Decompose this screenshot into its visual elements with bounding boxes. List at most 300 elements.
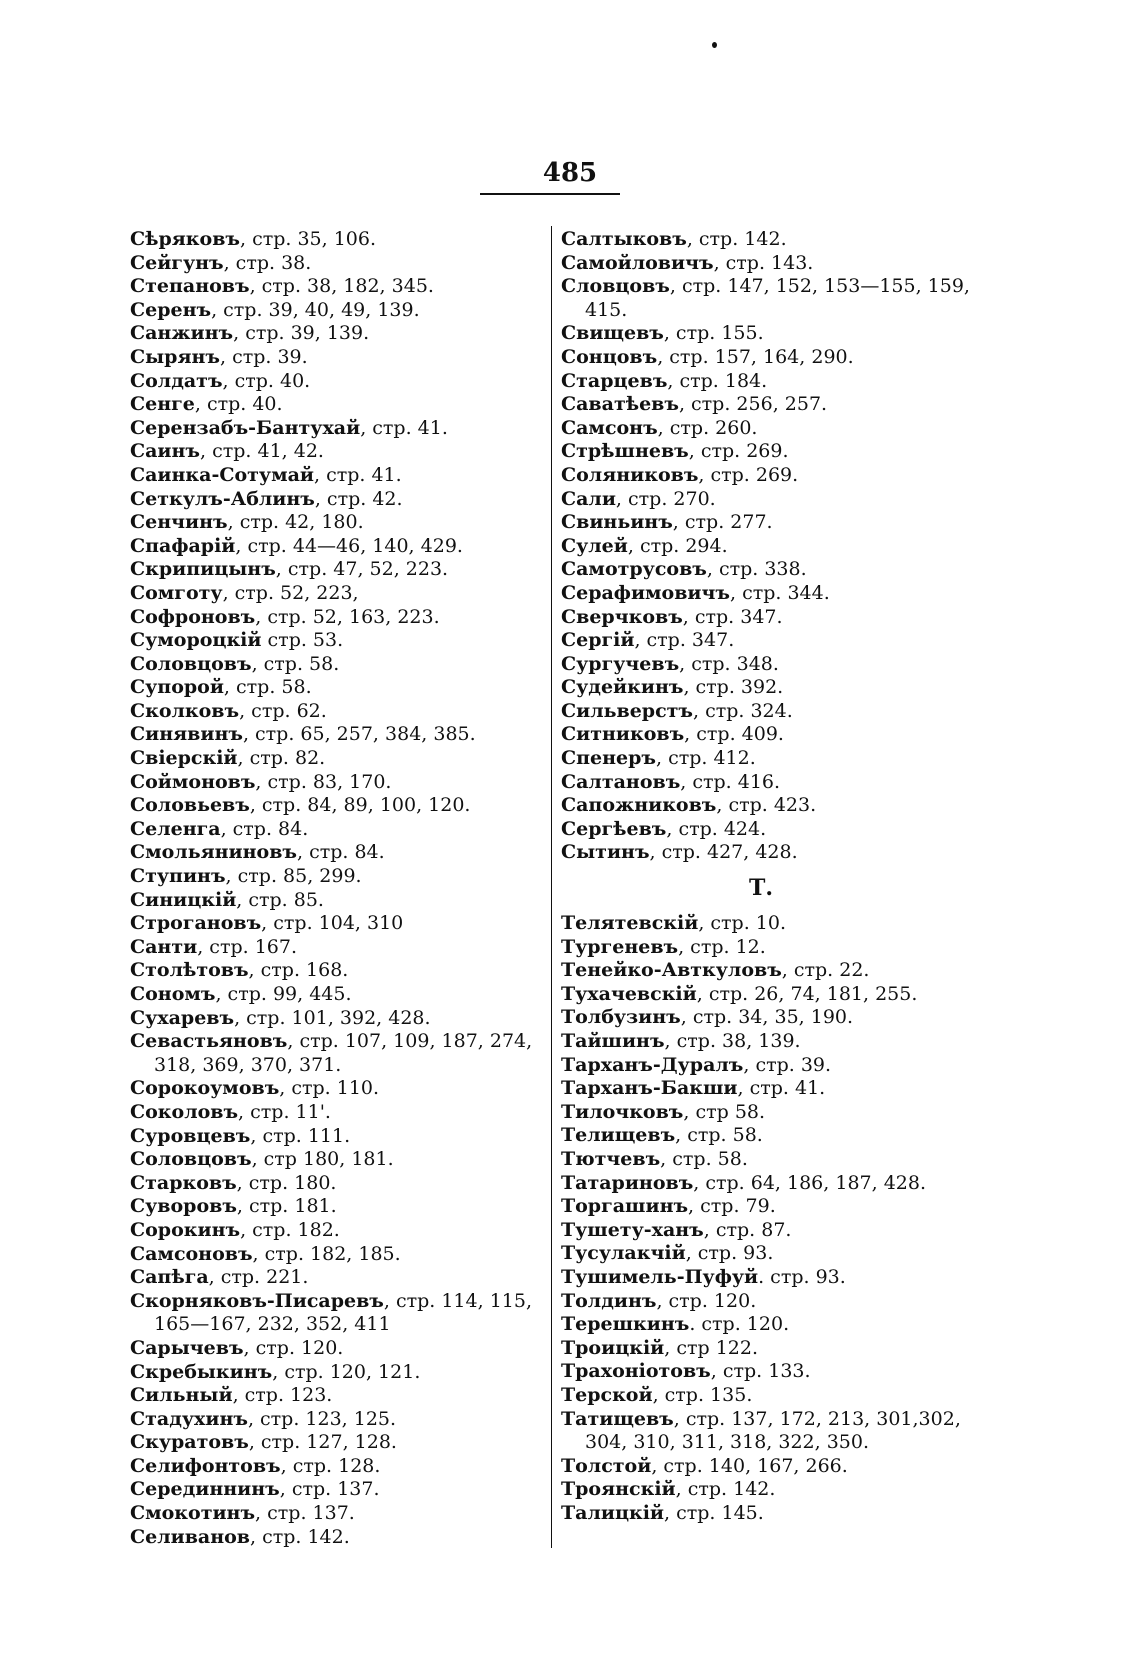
entry-name: Сырянъ — [130, 345, 220, 368]
entry-name: Суровцевъ — [130, 1124, 251, 1147]
index-entry — [561, 723, 1001, 747]
entry-page-refs: , стр. 111. — [250, 1124, 351, 1147]
entry-name: Старковъ — [130, 1171, 237, 1194]
entry-name: Тушимель-Пуфуй — [561, 1265, 759, 1288]
index-entry — [561, 1478, 1001, 1502]
index-entry — [130, 322, 550, 346]
entry-name: Санти — [130, 935, 198, 958]
index-entry — [561, 1054, 1001, 1078]
index-entry — [561, 346, 1001, 370]
entry-name: Ситниковъ — [561, 723, 685, 746]
entry-page-refs: , стр. 84. — [220, 817, 309, 840]
entry-name: Словцовъ — [561, 275, 670, 298]
entry-name: Тусулакчій — [561, 1242, 686, 1265]
index-entry — [561, 1266, 1001, 1290]
entry-page-refs: , стр. 58. — [223, 676, 312, 699]
index-entry — [130, 983, 550, 1007]
entry-page-refs: , стр. 412. — [655, 747, 756, 770]
entry-page-refs: , стр. 137, 172, 213, 301,302, — [673, 1407, 961, 1430]
entry-name: Сейгунъ — [130, 251, 224, 274]
entry-page-refs: , стр. 120. — [243, 1336, 344, 1359]
entry-name: Суворовъ — [130, 1195, 237, 1218]
index-entry — [561, 1195, 1001, 1219]
entry-name: Самойловичъ — [561, 251, 714, 274]
entry-name: Саватѣевъ — [561, 393, 679, 416]
section-s-continued — [561, 228, 1001, 865]
index-entry — [561, 1360, 1001, 1384]
entry-name: Сонцовъ — [561, 345, 658, 368]
index-entry — [561, 606, 1001, 630]
index-entry — [561, 629, 1001, 653]
entry-name: Саинъ — [130, 440, 201, 463]
index-entry — [130, 1195, 550, 1219]
index-entry — [130, 511, 550, 535]
index-entry — [130, 818, 550, 842]
entry-page-refs: , стр. 137. — [279, 1478, 380, 1501]
entry-page-refs: , стр. 40. — [194, 393, 283, 416]
entry-page-refs: , стр. 83, 170. — [255, 770, 392, 793]
entry-name: Смольяниновъ — [130, 841, 297, 864]
index-entry — [130, 653, 550, 677]
index-entry — [561, 1290, 1001, 1314]
index-entry — [561, 959, 1001, 983]
entry-page-refs: , стр. 85, 299. — [225, 865, 362, 888]
index-entry — [130, 1431, 550, 1455]
index-entry — [130, 889, 550, 913]
entry-name: Серафимовичъ — [561, 581, 730, 604]
entry-name: Селифонтовъ — [130, 1454, 281, 1477]
entry-name: Серенъ — [130, 298, 212, 321]
entry-name: Свіерскій — [130, 747, 238, 770]
entry-name: Сорокоумовъ — [130, 1077, 280, 1100]
entry-name: Тарханъ-Дуралъ — [561, 1053, 744, 1076]
entry-page-refs: , стр. 155. — [663, 322, 764, 345]
index-entry — [130, 1007, 550, 1031]
entry-name: Тайшинъ — [561, 1030, 665, 1052]
index-entry — [561, 936, 1001, 960]
entry-name: Тухачевскій — [561, 982, 697, 1005]
entry-page-refs: , стр. 22. — [781, 959, 870, 982]
entry-name: Сумороцкій — [130, 629, 262, 652]
entry-name: Торгашинъ — [561, 1195, 689, 1218]
index-entry — [130, 535, 550, 559]
index-entry — [130, 1455, 550, 1479]
entry-page-refs: , стр. 12. — [678, 935, 766, 958]
entry-name: Саинка-Сотумай — [130, 463, 314, 486]
entry-page-refs: , стр. 58. — [675, 1124, 763, 1147]
index-entry — [561, 440, 1001, 464]
entry-name: Телятевскій — [561, 912, 699, 935]
index-entry — [561, 1172, 1001, 1196]
entry-page-refs: , стр. 270. — [615, 487, 716, 510]
index-entry — [130, 676, 550, 700]
entry-page-refs: , стр. 168. — [248, 959, 349, 982]
entry-name: Троянскій — [561, 1478, 676, 1501]
entry-name: Тилочковъ — [561, 1100, 684, 1123]
entry-page-refs: , стр. 65, 257, 384, 385. — [242, 723, 476, 746]
entry-name: Серединнинъ — [130, 1478, 280, 1501]
entry-page-refs: , стр. 35, 106. — [239, 228, 377, 250]
index-entry — [561, 653, 1001, 677]
page-number: 485 — [542, 158, 598, 188]
entry-page-refs: , стр. 269. — [698, 463, 799, 486]
entry-name: Соймоновъ — [130, 770, 256, 793]
entry-name: Серензабъ-Бантухай — [130, 416, 361, 439]
section-t — [561, 912, 1001, 1525]
entry-name: Свиньинъ — [561, 511, 673, 534]
index-entry — [561, 700, 1001, 724]
entry-page-refs: , стр. 41. — [737, 1077, 826, 1100]
index-entry — [130, 1172, 550, 1196]
index-entry — [130, 1243, 550, 1267]
entry-name: Троицкій — [561, 1336, 665, 1359]
index-entry — [561, 1502, 1001, 1526]
entry-page-refs: , стр. 137. — [255, 1502, 355, 1525]
entry-name: Соколовъ — [130, 1100, 239, 1123]
index-entry — [130, 747, 550, 771]
index-entry — [130, 440, 550, 464]
entry-name: Терской — [561, 1383, 653, 1406]
index-entry — [130, 794, 550, 818]
index-entry — [130, 228, 550, 252]
entry-page-refs: , стр. 142. — [250, 1525, 350, 1548]
entry-page-refs-continued: 165—167, 232, 352, 411 — [154, 1313, 391, 1336]
header-rule — [480, 193, 620, 195]
index-entry — [561, 983, 1001, 1007]
index-entry — [130, 723, 550, 747]
index-entry — [130, 1478, 550, 1502]
index-entry — [130, 771, 550, 795]
index-entry — [561, 1455, 1001, 1479]
index-entry — [130, 346, 550, 370]
index-entry — [130, 1219, 550, 1243]
index-entry — [130, 1384, 550, 1408]
entry-page-refs: , стр. 120, 121. — [272, 1360, 421, 1383]
entry-name: Стадухинъ — [130, 1407, 248, 1430]
entry-page-refs: , стр. 135. — [652, 1383, 753, 1406]
index-entry — [130, 464, 550, 488]
index-entry — [561, 417, 1001, 441]
entry-name: Сали — [561, 487, 616, 510]
entry-page-refs: , стр. 87. — [703, 1218, 792, 1241]
entry-page-refs: , стр. 277. — [672, 511, 773, 534]
entry-name: Терешкинъ — [561, 1313, 690, 1336]
entry-page-refs: , стр. 40. — [222, 369, 311, 392]
entry-page-refs: , стр. 41. — [360, 416, 448, 439]
entry-name: Сколковъ — [130, 699, 240, 722]
entry-page-refs: , стр. 110. — [279, 1077, 380, 1100]
entry-page-refs: , стр. 347. — [682, 605, 783, 628]
entry-name: Скуратовъ — [130, 1431, 249, 1454]
index-entry — [130, 275, 550, 299]
entry-page-refs: , стр. 101, 392, 428. — [234, 1006, 431, 1029]
entry-name: Судейкинъ — [561, 676, 684, 699]
entry-name: Соловьевъ — [130, 794, 250, 817]
entry-page-refs: , стр. 142. — [686, 228, 787, 250]
entry-page-refs: , стр. 423. — [716, 794, 817, 817]
entry-page-refs: , стр. 82. — [237, 747, 326, 770]
index-entry — [130, 558, 550, 582]
entry-page-refs: , стр. 104, 310 — [261, 912, 404, 935]
index-entry — [561, 1337, 1001, 1361]
entry-page-refs: , стр. 392. — [683, 676, 784, 699]
index-entry — [130, 1077, 550, 1101]
index-entry — [130, 252, 550, 276]
entry-page-refs: , стр. 181. — [236, 1195, 337, 1218]
entry-page-refs: , стр. 99, 445. — [215, 983, 352, 1005]
entry-name: Сапѣга — [130, 1266, 209, 1289]
index-entry — [130, 417, 550, 441]
entry-name: Спенеръ — [561, 747, 656, 770]
entry-page-refs: , стр. 42, 180. — [227, 511, 364, 534]
entry-name: Старцевъ — [561, 369, 668, 392]
entry-page-refs: , стр 122. — [664, 1336, 759, 1359]
index-entry — [130, 959, 550, 983]
entry-page-refs: , стр. 120. — [656, 1289, 757, 1312]
index-entry — [130, 606, 550, 630]
entry-page-refs: , стр. 38, 182, 345. — [249, 275, 434, 298]
entry-page-refs: , стр. 127, 128. — [248, 1431, 397, 1454]
entry-page-refs-continued: 415. — [585, 298, 628, 321]
entry-page-refs: , стр. 93. — [685, 1242, 774, 1265]
index-entry — [130, 1408, 550, 1432]
entry-page-refs-continued: 318, 369, 370, 371. — [154, 1053, 342, 1076]
entry-page-refs: , стр. 42. — [314, 487, 403, 510]
entry-name: Толдинъ — [561, 1289, 657, 1312]
index-entry — [130, 299, 550, 323]
index-entry — [130, 393, 550, 417]
entry-page-refs: , стр. 107, 109, 187, 274, — [287, 1030, 533, 1053]
index-entry — [130, 936, 550, 960]
entry-name: Скребыкинъ — [130, 1360, 273, 1383]
entry-name: Самотрусовъ — [561, 558, 707, 581]
entry-page-refs: , стр. 347. — [634, 629, 735, 652]
index-entry — [561, 252, 1001, 276]
entry-name: Селиванов — [130, 1525, 250, 1548]
index-entry — [561, 1077, 1001, 1101]
entry-name: Салтыковъ — [561, 228, 687, 250]
index-entry — [561, 393, 1001, 417]
entry-name: Сенчинъ — [130, 511, 228, 534]
entry-name: Свищевъ — [561, 322, 664, 345]
index-entry — [561, 228, 1001, 252]
entry-name: Строгановъ — [130, 912, 262, 935]
entry-page-refs: , стр. 260. — [657, 416, 758, 439]
index-entry — [561, 1030, 1001, 1054]
entry-name: Стрѣшневъ — [561, 440, 689, 463]
entry-name: Сѣряковъ — [130, 228, 240, 250]
entry-name: Степановъ — [130, 275, 250, 298]
index-entry — [130, 1030, 550, 1077]
entry-name: Телищевъ — [561, 1124, 676, 1147]
index-column-right — [557, 228, 1001, 1525]
entry-page-refs: , стр. 416. — [680, 770, 781, 793]
index-entry — [561, 1148, 1001, 1172]
entry-page-refs: , стр. 142. — [675, 1478, 776, 1501]
entry-page-refs: , стр. 123, 125. — [247, 1407, 397, 1430]
entry-page-refs: , стр. 409. — [684, 723, 784, 746]
entry-name: Сеткулъ-Аблинъ — [130, 487, 315, 510]
index-entry — [561, 747, 1001, 771]
entry-page-refs: , стр. 167. — [197, 935, 297, 958]
index-entry — [130, 370, 550, 394]
entry-page-refs: , стр. 39, 139. — [233, 322, 370, 345]
entry-page-refs: , стр. 39. — [219, 345, 308, 368]
entry-page-refs: , стр. 338. — [706, 558, 807, 581]
entry-page-refs: , стр. 269. — [688, 440, 789, 463]
index-entry — [561, 511, 1001, 535]
entry-name: Санжинъ — [130, 322, 234, 345]
entry-name: Столѣтовъ — [130, 959, 249, 982]
entry-page-refs: , стр. 26, 74, 181, 255. — [696, 982, 918, 1005]
entry-page-refs: , стр. 84. — [296, 841, 385, 864]
index-column-left — [130, 228, 550, 1549]
entry-name: Тютчевъ — [561, 1147, 661, 1170]
entry-page-refs: , стр. 41, 42. — [200, 440, 324, 463]
entry-page-refs: , стр. 348. — [679, 652, 779, 675]
entry-name: Тенейко-Авткуловъ — [561, 959, 782, 982]
entry-name: Сомготу — [130, 581, 223, 604]
entry-name: Сверчковъ — [561, 605, 683, 628]
entry-page-refs: , стр. 38, 139. — [664, 1030, 801, 1052]
entry-page-refs: , стр. 182. — [240, 1218, 340, 1241]
entry-page-refs: , стр. 114, 115, — [383, 1289, 532, 1312]
index-entry — [130, 1266, 550, 1290]
entry-page-refs: , стр. 52, 163, 223. — [255, 605, 440, 628]
entry-name: Соляниковъ — [561, 463, 699, 486]
entry-page-refs: , стр. 10. — [698, 912, 787, 935]
entry-page-refs: , стр. 58. — [251, 652, 340, 675]
index-entry — [130, 841, 550, 865]
index-entry — [561, 1101, 1001, 1125]
index-entry — [561, 535, 1001, 559]
index-entry — [561, 1219, 1001, 1243]
index-entry — [561, 1313, 1001, 1337]
entry-name: Солдатъ — [130, 369, 223, 392]
entry-name: Сильный — [130, 1384, 233, 1407]
entry-page-refs: , стр. 140, 167, 266. — [651, 1454, 848, 1477]
entry-page-refs: , стр. 133. — [710, 1360, 811, 1383]
entry-name: Самсоновъ — [130, 1242, 253, 1265]
entry-name: Тарханъ-Бакши — [561, 1077, 738, 1100]
index-entry — [561, 488, 1001, 512]
entry-name: Сономъ — [130, 983, 216, 1005]
index-entry — [561, 841, 1001, 865]
index-entry — [561, 464, 1001, 488]
index-entry — [561, 558, 1001, 582]
index-entry — [130, 1361, 550, 1385]
entry-page-refs: , стр. 84, 89, 100, 120. — [249, 794, 471, 817]
index-entry — [561, 322, 1001, 346]
index-entry — [561, 370, 1001, 394]
entry-page-refs: , стр. 184. — [667, 369, 768, 392]
entry-name: Севастьяновъ — [130, 1030, 288, 1053]
index-entry — [561, 1242, 1001, 1266]
entry-page-refs: , стр. 143. — [713, 251, 814, 274]
entry-page-refs-continued: 304, 310, 311, 318, 322, 350. — [585, 1431, 870, 1454]
entry-name: Сергѣевъ — [561, 817, 667, 840]
entry-page-refs: , стр. 180. — [236, 1171, 337, 1194]
entry-name: Тургеневъ — [561, 935, 679, 958]
entry-name: Ступинъ — [130, 865, 226, 888]
entry-page-refs: , стр. 58. — [660, 1147, 748, 1170]
entry-page-refs: , стр. 256, 257. — [678, 393, 828, 416]
entry-name: Соловцовъ — [130, 652, 252, 675]
entry-page-refs: , стр. 427, 428. — [649, 841, 798, 864]
entry-page-refs: , стр. 128. — [280, 1454, 381, 1477]
index-entry — [130, 1337, 550, 1361]
entry-name: Скрипицынъ — [130, 558, 276, 581]
entry-name: Сергій — [561, 629, 635, 652]
entry-page-refs: стр. 53. — [261, 629, 344, 652]
index-entry — [561, 912, 1001, 936]
index-entry — [561, 1006, 1001, 1030]
index-entry — [130, 582, 550, 606]
entry-name: Толстой — [561, 1454, 652, 1477]
entry-name: Супорой — [130, 676, 224, 699]
index-entry — [130, 1125, 550, 1149]
index-entry — [561, 771, 1001, 795]
entry-name: Скорняковъ-Писаревъ — [130, 1289, 384, 1312]
entry-page-refs: , стр. 294. — [627, 534, 728, 557]
entry-page-refs: , стр. 41. — [314, 463, 402, 486]
entry-page-refs: , стр. 424. — [666, 817, 767, 840]
index-entry — [130, 1101, 550, 1125]
entry-name: Татариновъ — [561, 1171, 694, 1194]
entry-page-refs: , стр. 344. — [730, 581, 830, 604]
entry-name: Соловцовъ — [130, 1148, 252, 1171]
entry-name: Сургучевъ — [561, 652, 680, 675]
index-entry — [561, 1384, 1001, 1408]
entry-page-refs: , стр. 157, 164, 290. — [657, 345, 854, 368]
entry-name: Синицкій — [130, 888, 237, 911]
index-entry — [561, 275, 1001, 322]
index-entry — [130, 1526, 550, 1550]
entry-name: Сапожниковъ — [561, 794, 717, 817]
entry-name: Сорокинъ — [130, 1218, 241, 1241]
entry-page-refs: , стр. 64, 186, 187, 428. — [693, 1171, 927, 1194]
entry-page-refs: , стр. 34, 35, 190. — [680, 1006, 854, 1029]
entry-name: Талицкій — [561, 1501, 665, 1524]
index-entry — [561, 582, 1001, 606]
index-entry — [561, 1124, 1001, 1148]
section-letter-t: Т. — [748, 875, 774, 902]
entry-page-refs: , стр. 79. — [688, 1195, 776, 1218]
entry-page-refs: , стр. 221. — [208, 1266, 309, 1289]
entry-page-refs: , стр. 145. — [664, 1501, 764, 1524]
entry-name: Сильверстъ — [561, 699, 693, 722]
entry-name: Селенга — [130, 817, 221, 840]
entry-name: Толбузинъ — [561, 1006, 681, 1029]
index-entry — [130, 1290, 550, 1337]
entry-page-refs: , стр. 39, 40, 49, 139. — [211, 298, 420, 321]
index-entry — [561, 1408, 1001, 1455]
entry-page-refs: , стр 58. — [683, 1100, 766, 1123]
index-entry — [561, 794, 1001, 818]
index-entry — [130, 488, 550, 512]
index-entry — [561, 818, 1001, 842]
entry-name: Сарычевъ — [130, 1336, 244, 1359]
entry-name: Салтановъ — [561, 770, 681, 793]
index-entry — [561, 676, 1001, 700]
entry-name: Сытинъ — [561, 841, 650, 864]
entry-name: Спафарій — [130, 534, 236, 557]
index-entry — [130, 700, 550, 724]
index-entry — [130, 1148, 550, 1172]
entry-name: Синявинъ — [130, 723, 243, 746]
entry-name: Сенге — [130, 393, 195, 416]
index-entry — [130, 912, 550, 936]
